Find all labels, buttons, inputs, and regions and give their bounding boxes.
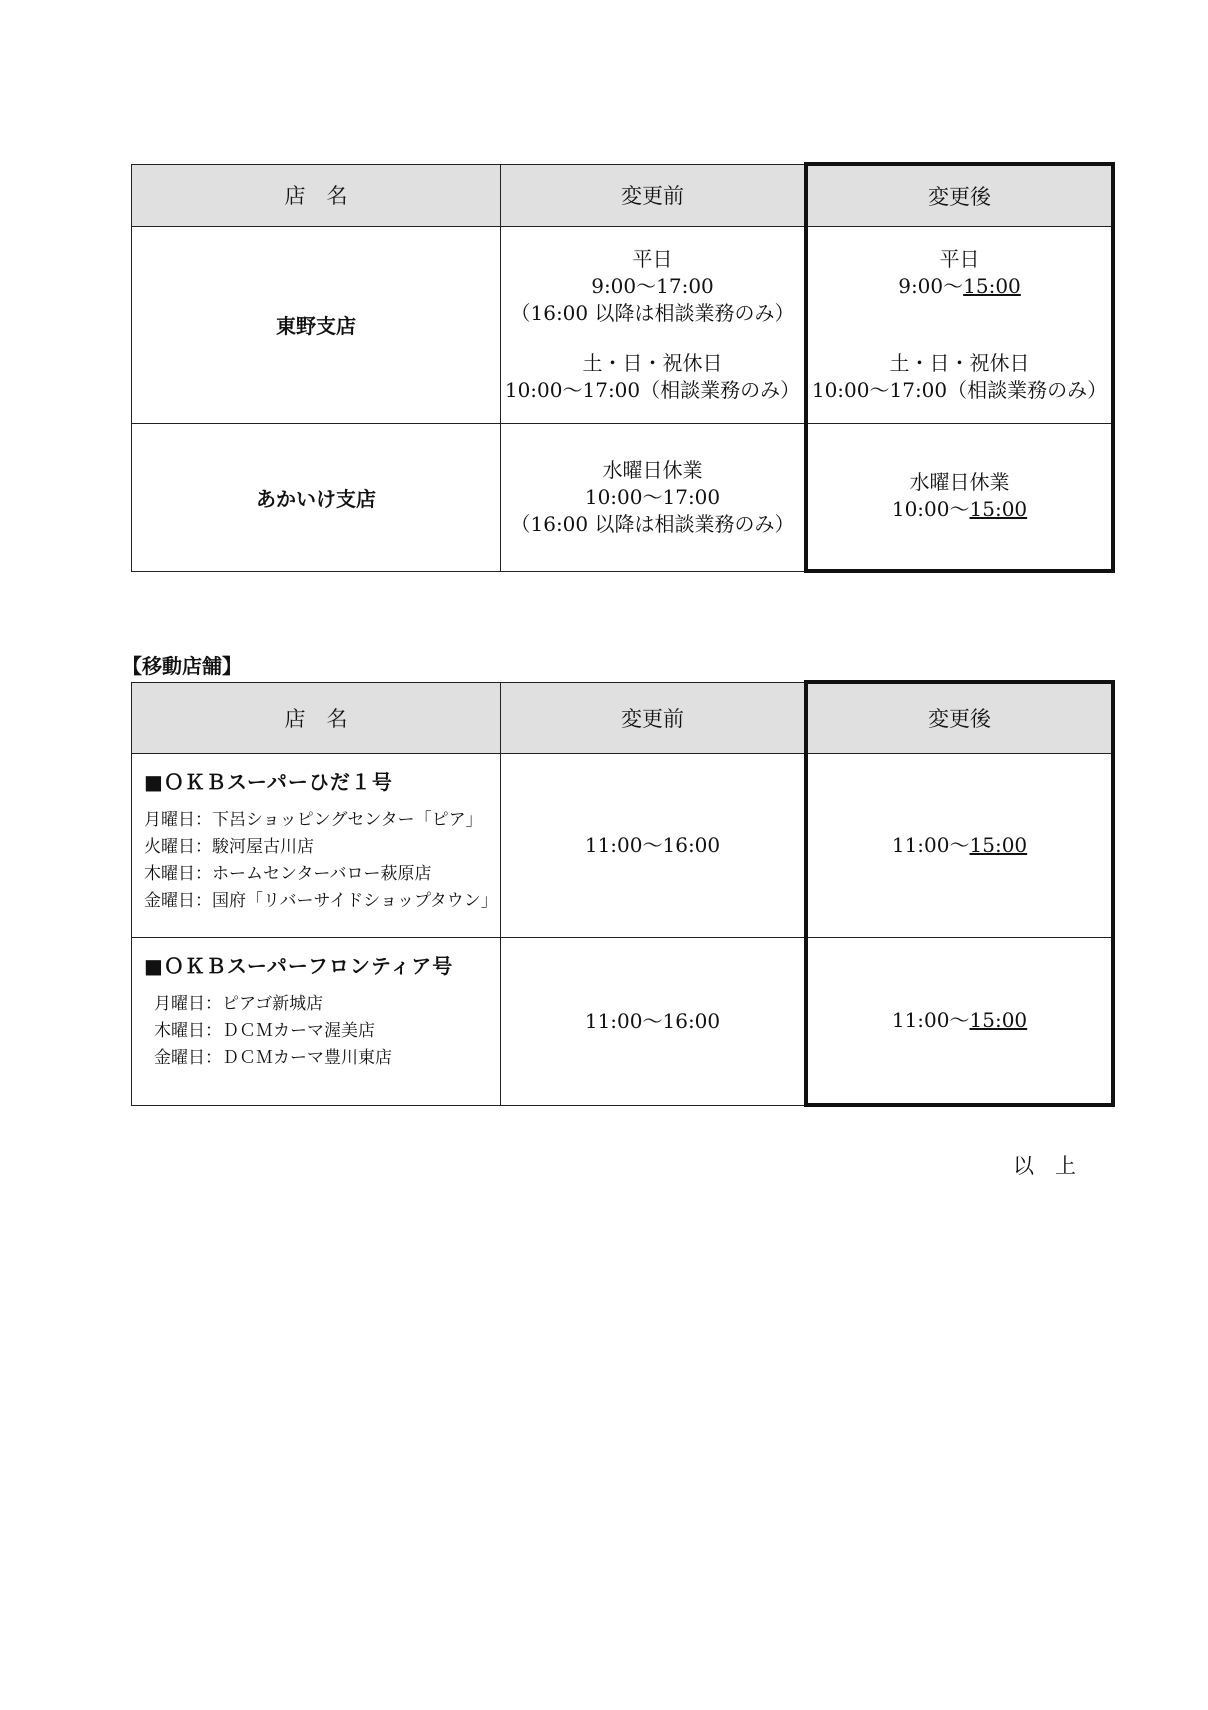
stop-item: 金曜日：ＤＣＭカーマ豊川東店 bbox=[154, 1047, 392, 1068]
hours-before bbox=[501, 226, 807, 423]
mobile-store-cell bbox=[132, 753, 501, 937]
closed-day-label: 水曜日休業 bbox=[602, 457, 703, 482]
mobile-branch-hours-table bbox=[131, 680, 1115, 1107]
changed-closing-time: 15:00 bbox=[969, 1007, 1028, 1032]
hours-before bbox=[501, 423, 807, 571]
weekday-note: （16:00 以降は相談業務のみ） bbox=[510, 300, 795, 325]
changed-closing-time: 15:00 bbox=[969, 832, 1028, 857]
stop-list bbox=[144, 807, 500, 915]
holiday-label: 土・日・祝休日 bbox=[582, 350, 723, 375]
header-before: 変更前 bbox=[501, 164, 807, 226]
changed-closing-time: 15:00 bbox=[969, 497, 1028, 522]
header-before: 変更前 bbox=[501, 682, 807, 753]
header-after: 変更後 bbox=[806, 682, 1113, 753]
header-store-name: 店 名 bbox=[132, 164, 501, 226]
stop-item: 火曜日：駿河屋古川店 bbox=[144, 836, 314, 857]
weekday-label: 平日 bbox=[939, 246, 980, 271]
stop-item: 月曜日：ピアゴ新城店 bbox=[154, 993, 324, 1014]
hours-after bbox=[806, 423, 1113, 571]
hours-before: 11:00～16:00 bbox=[501, 937, 807, 1105]
store-name: あかいけ支店 bbox=[132, 423, 501, 571]
weekday-hours: 9:00～17:00 bbox=[591, 273, 714, 298]
holiday-hours: 10:00～17:00（相談業務のみ） bbox=[504, 377, 801, 402]
changed-closing-time: 15:00 bbox=[963, 273, 1021, 298]
mobile-store-name: ■ＯＫＢスーパーひだ１号 bbox=[144, 769, 393, 794]
mobile-store-cell bbox=[132, 937, 501, 1105]
closing-remark: 以 上 bbox=[1013, 1154, 1076, 1178]
holiday-hours: 10:00～17:00（相談業務のみ） bbox=[811, 377, 1108, 402]
stop-item: 金曜日：国府「リバーサイドショップタウン」 bbox=[144, 890, 498, 911]
hours: 10:00～15:00 bbox=[891, 497, 1028, 522]
header-after: 変更後 bbox=[806, 164, 1113, 226]
mobile-store-name: ■ＯＫＢスーパーフロンティア号 bbox=[144, 953, 454, 978]
stop-list bbox=[144, 991, 500, 1072]
stop-item: 月曜日：下呂ショッピングセンター「ピア」 bbox=[144, 809, 483, 830]
hours-note: （16:00 以降は相談業務のみ） bbox=[510, 511, 795, 536]
weekday-label: 平日 bbox=[632, 246, 673, 271]
hours-after bbox=[806, 226, 1113, 423]
hours: 10:00～17:00 bbox=[584, 484, 721, 509]
header-store-name: 店 名 bbox=[132, 682, 501, 753]
stop-item: 木曜日：ＤＣＭカーマ渥美店 bbox=[154, 1020, 375, 1041]
branch-hours-table bbox=[131, 162, 1115, 573]
closed-day-label: 水曜日休業 bbox=[909, 470, 1010, 495]
hours-after: 11:00～15:00 bbox=[806, 937, 1113, 1105]
holiday-label: 土・日・祝休日 bbox=[889, 350, 1030, 375]
hours-after: 11:00～15:00 bbox=[806, 753, 1113, 937]
hours-before: 11:00～16:00 bbox=[501, 753, 807, 937]
section-title: 【移動店舗】 bbox=[122, 654, 242, 678]
weekday-hours: 9:00～15:00 bbox=[898, 273, 1021, 298]
stop-item: 木曜日：ホームセンターバロー萩原店 bbox=[144, 863, 432, 884]
store-name: 東野支店 bbox=[132, 226, 501, 423]
